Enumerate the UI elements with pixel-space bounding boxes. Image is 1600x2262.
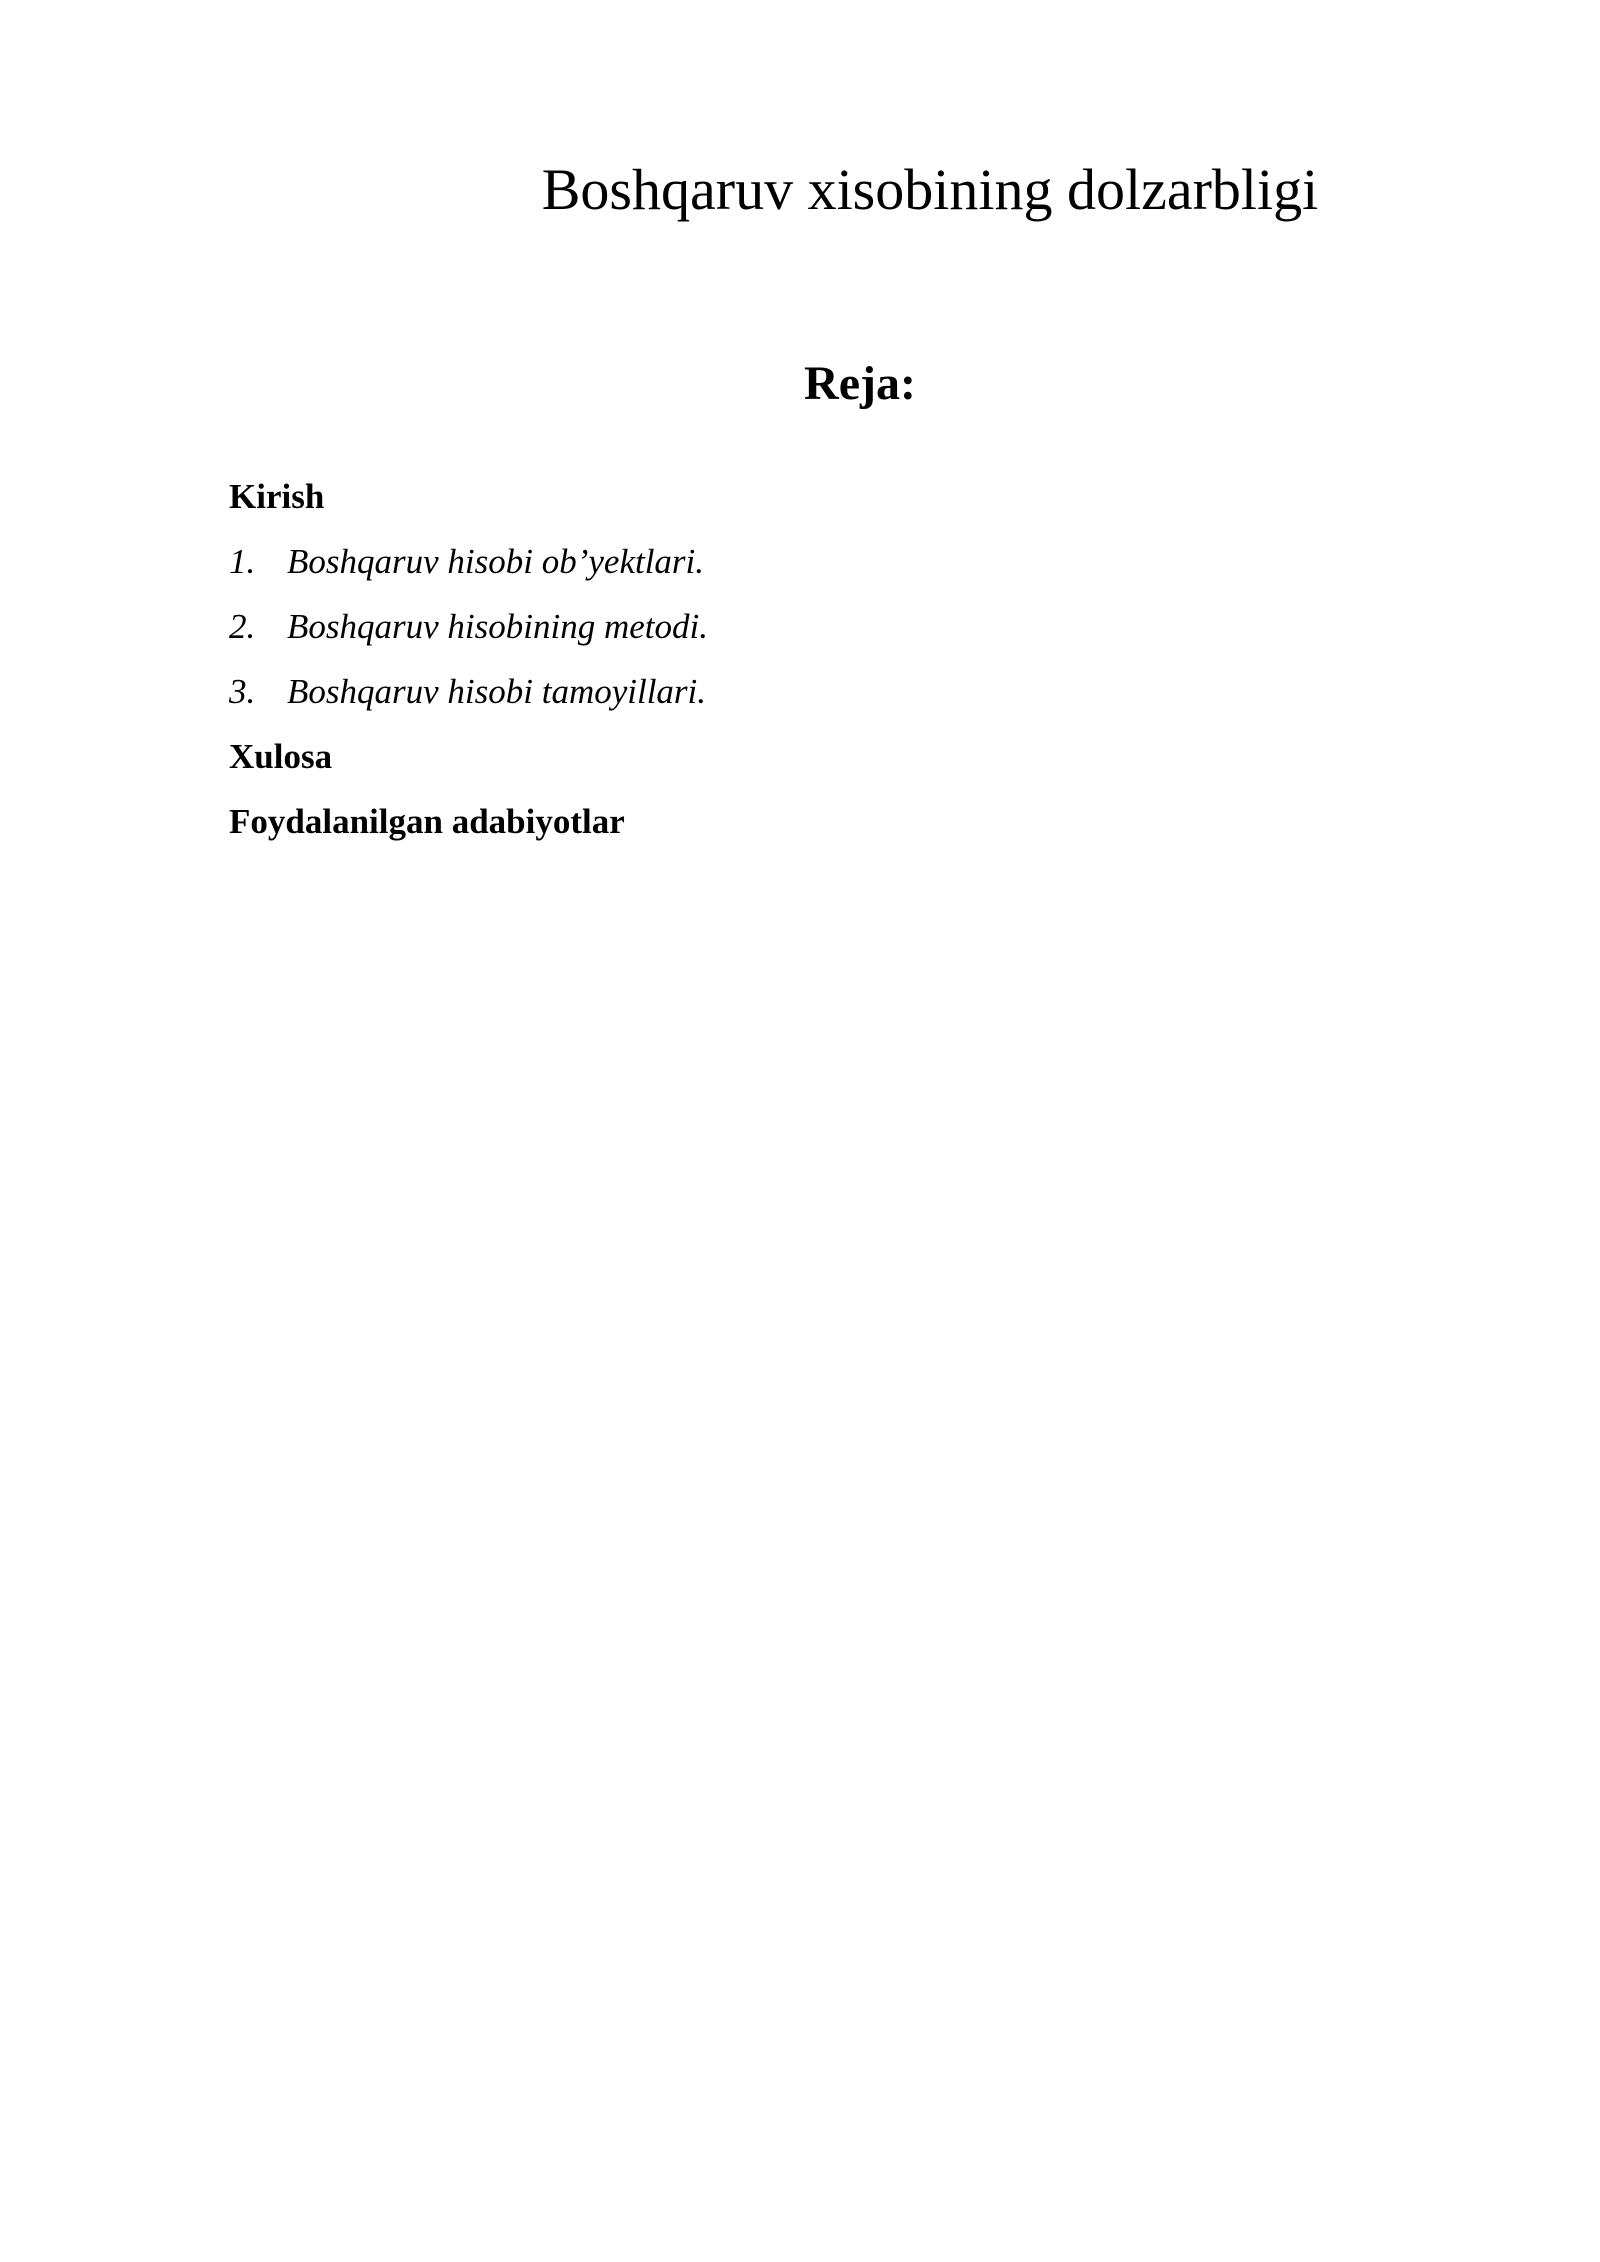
plan-item-text: Boshqaruv hisobi ob’yektlari. — [287, 542, 705, 581]
plan-item — [229, 529, 1429, 594]
plan-item-number: 1. — [229, 542, 256, 581]
plan-list — [229, 464, 1429, 854]
plan-item-text: Boshqaruv hisobining metodi. — [287, 607, 708, 646]
plan-item — [229, 594, 1429, 659]
plan-references: Foydalanilgan adabiyotlar — [229, 802, 625, 841]
document-title: Boshqaruv xisobining dolzarbligi — [541, 157, 1319, 222]
plan-intro: Kirish — [229, 477, 325, 516]
plan-item-number: 2. — [229, 607, 256, 646]
plan-item-number: 3. — [229, 672, 256, 711]
plan-conclusion: Xulosa — [229, 737, 333, 776]
plan-item-text: Boshqaruv hisobi tamoyillari. — [287, 672, 707, 711]
plan-item — [229, 659, 1429, 724]
plan-heading: Reja: — [804, 357, 916, 410]
